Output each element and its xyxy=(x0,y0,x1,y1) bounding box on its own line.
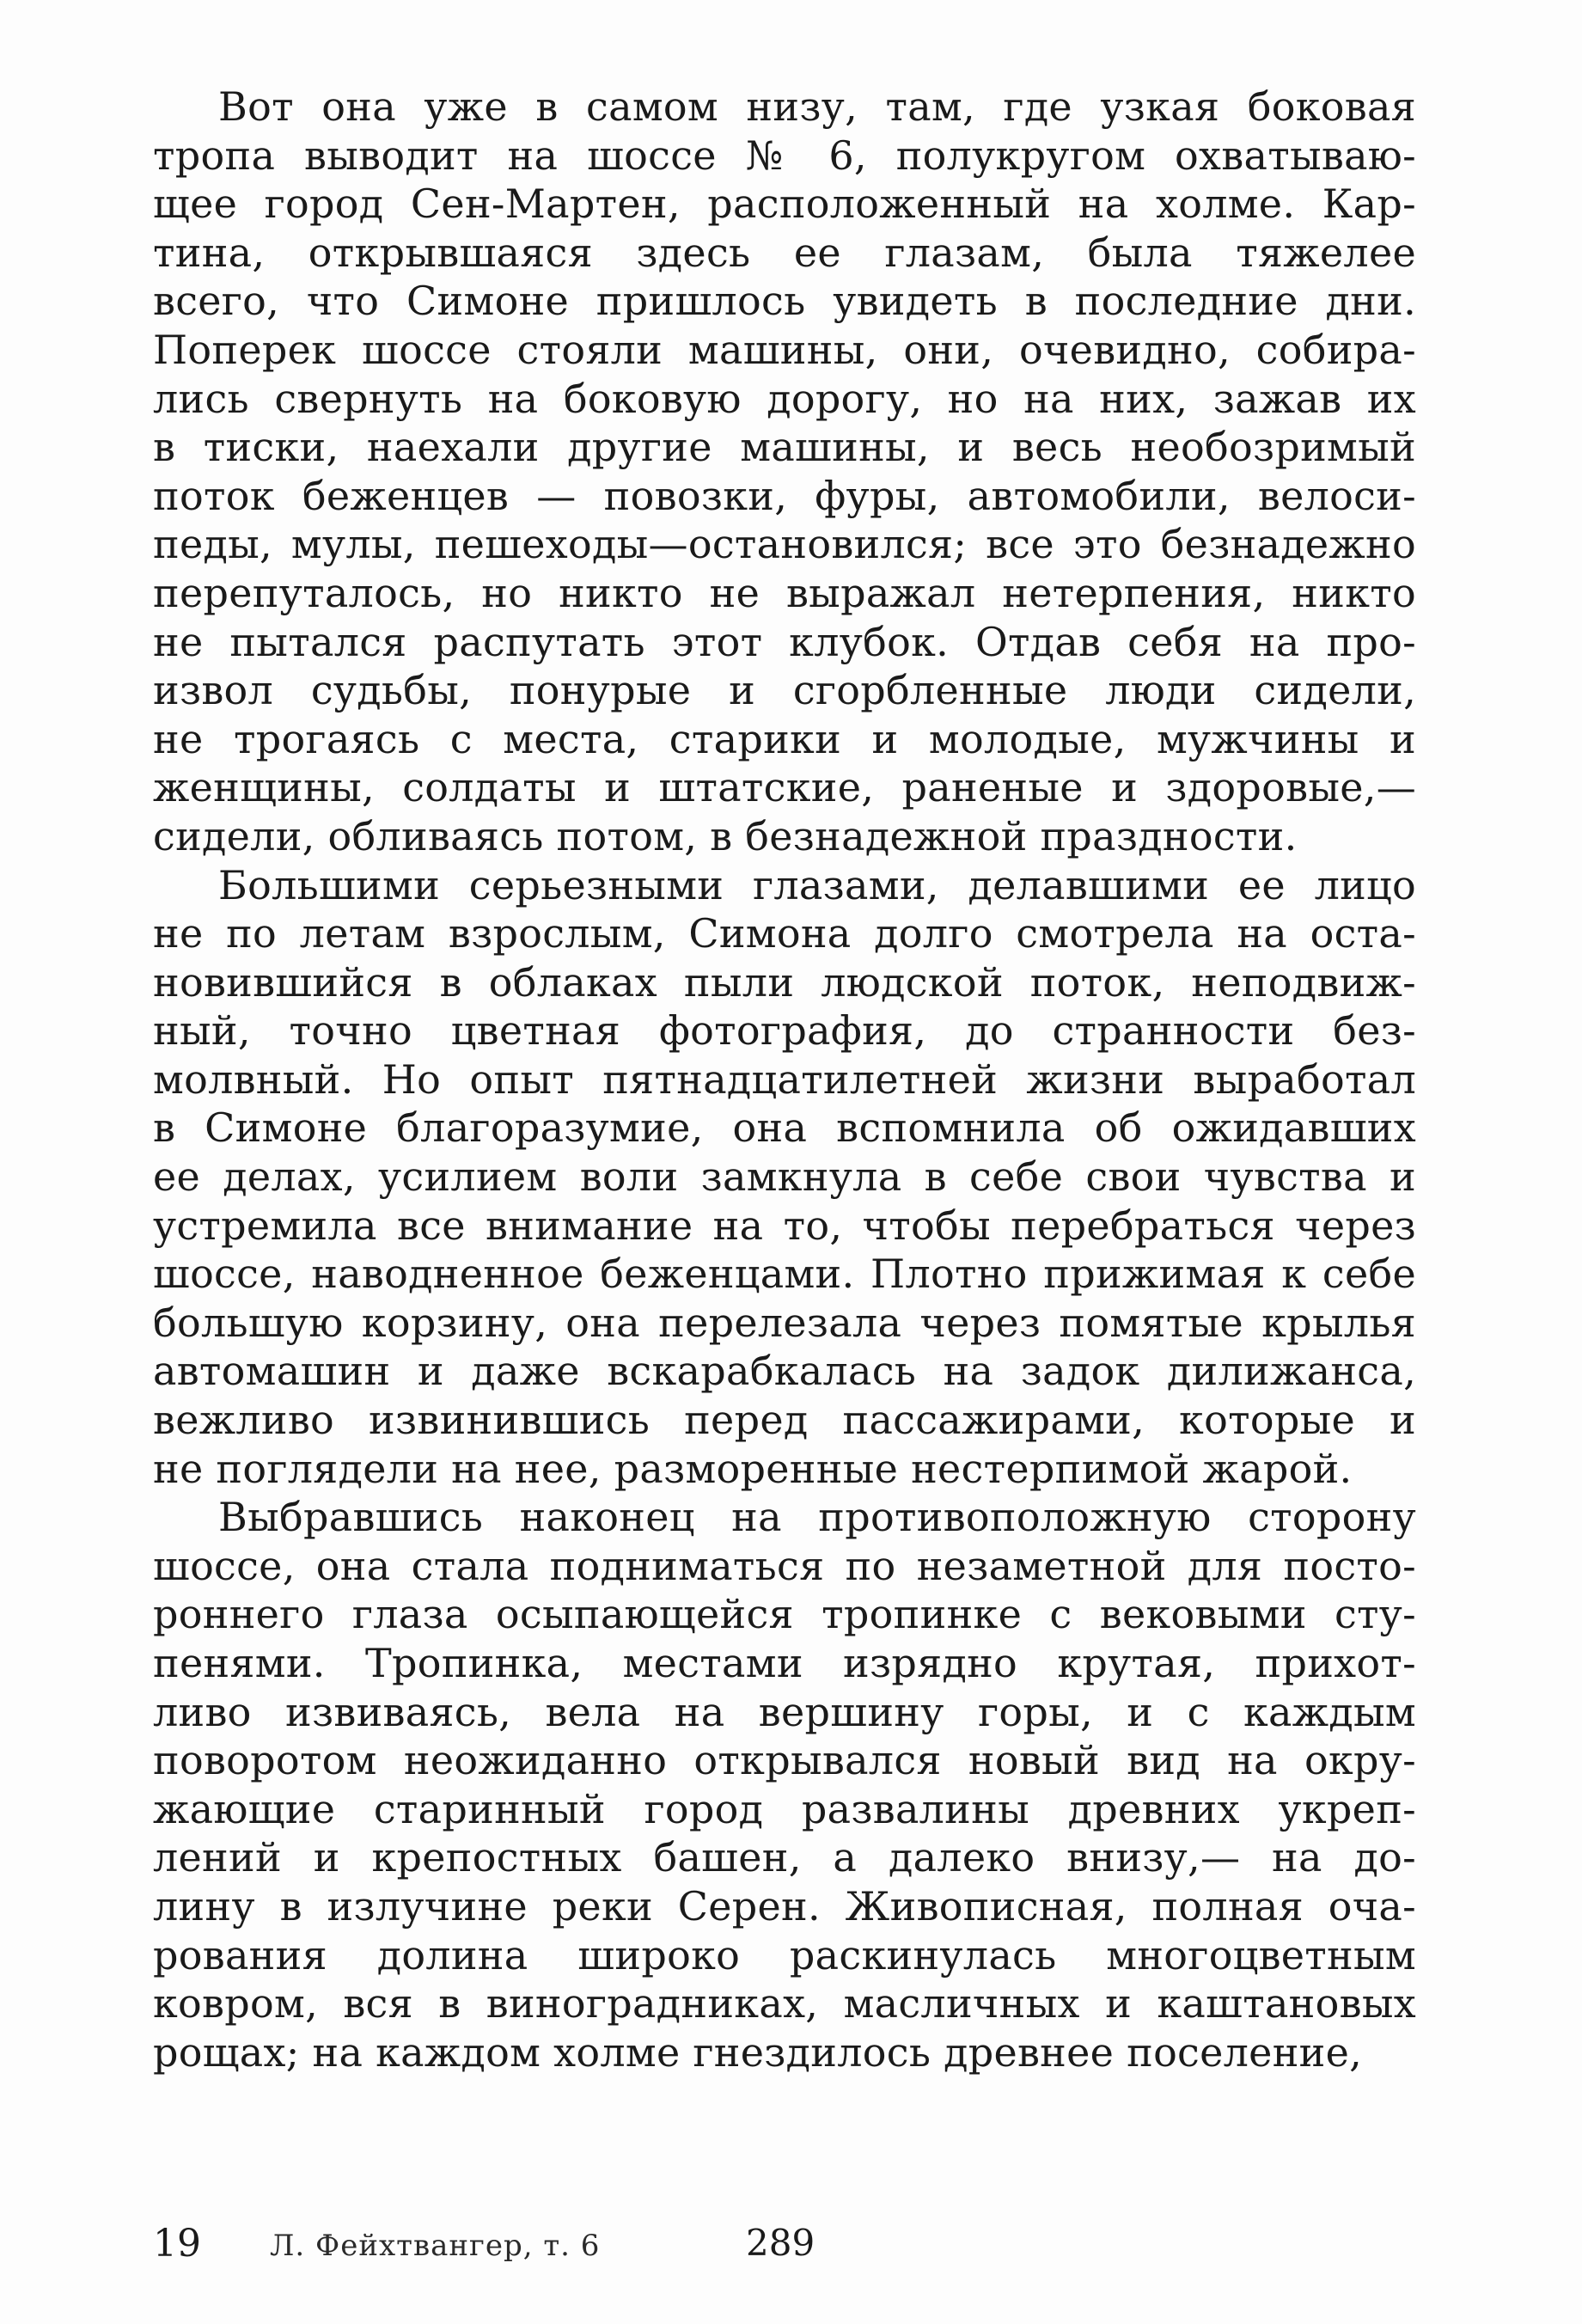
text-line: сидели, обливаясь потом, в безнадежной праздности. xyxy=(153,812,1298,859)
text-line: педы, мулы, пешеходы—остановился; все это безнадежно xyxy=(153,521,1416,568)
text-line: автомашин и даже вскарабкалась на задок дилижанса, xyxy=(153,1348,1416,1395)
text-line: шоссе, она стала подниматься по незаметной для посто- xyxy=(153,1542,1416,1589)
text-line: не по летам взрослым, Симона долго смотрела на оста- xyxy=(153,910,1416,957)
text-line: роннего глаза осыпающейся тропинке с вековыми сту- xyxy=(153,1591,1416,1638)
text-line: жающие старинный город развалины древних укреп- xyxy=(153,1785,1416,1832)
text-line: рования долина широко раскинулась многоцветным xyxy=(153,1931,1416,1978)
text-line: ливо извиваясь, вела на вершину горы, и с каждым xyxy=(153,1688,1416,1735)
text-line: тропа выводит на шоссе № 6, полукругом охватываю- xyxy=(153,131,1416,179)
text-line: ковром, вся в виноградниках, масличных и каштановых xyxy=(153,1980,1416,2027)
text-line: Поперек шоссе стояли машины, они, очевидно, собира- xyxy=(153,326,1416,373)
text-line: перепуталось, но никто не выражал нетерпения, никто xyxy=(153,569,1416,616)
text-line: молвный. Но опыт пятнадцатилетней жизни выработал xyxy=(153,1055,1416,1103)
text-line: устремила все внимание на то, чтобы перебраться через xyxy=(153,1202,1416,1249)
signature-number: 19 xyxy=(153,2222,201,2266)
body-text xyxy=(153,83,1416,2076)
text-line: ее делах, усилием воли замкнула в себе свои чувства и xyxy=(153,1153,1416,1201)
text-line: большую корзину, она перелезала через помятые крылья xyxy=(153,1299,1416,1346)
text-line: рощах; на каждом холме гнездилось древнее поселение, xyxy=(153,2028,1363,2076)
text-line: Вот она уже в самом низу, там, где узкая боковая xyxy=(218,83,1416,130)
paragraph-3 xyxy=(153,1493,1416,2076)
text-line: не поглядели на нее, разморенные нестерпимой жарой. xyxy=(153,1445,1353,1492)
text-line: в Симоне благоразумие, она вспомнила об ожидавших xyxy=(153,1104,1416,1152)
text-line: лись свернуть на боковую дорогу, но на них, зажав их xyxy=(153,375,1416,422)
paragraph-1 xyxy=(153,83,1416,861)
text-line: Большими серьезными глазами, делавшими ее лицо xyxy=(218,861,1416,908)
text-line: в тиски, наехали другие машины, и весь необозримый xyxy=(153,424,1416,471)
text-line: поворотом неожиданно открывался новый вид на окру- xyxy=(153,1737,1416,1784)
text-line: щее город Сен-Мартен, расположенный на холме. Кар- xyxy=(153,180,1416,228)
text-line: ный, точно цветная фотография, до странности без- xyxy=(153,1007,1416,1055)
text-line: не пытался распутать этот клубок. Отдав себя на про- xyxy=(153,618,1416,665)
text-line: новившийся в облаках пыли людской поток, неподвиж- xyxy=(153,958,1416,1006)
page-footer xyxy=(153,2222,1416,2273)
text-line: шоссе, наводненное беженцами. Плотно прижимая к себе xyxy=(153,1251,1416,1298)
paragraph-2 xyxy=(153,861,1416,1494)
text-line: всего, что Симоне пришлось увидеть в последние дни. xyxy=(153,278,1416,325)
text-line: лину в излучине реки Серен. Живописная, полная оча- xyxy=(153,1882,1416,1930)
text-line: тина, открывшаяся здесь ее глазам, была тяжелее xyxy=(153,229,1416,276)
text-line: пенями. Тропинка, местами изрядно крутая, прихот- xyxy=(153,1640,1416,1686)
page-number: 289 xyxy=(746,2222,815,2264)
text-line: извол судьбы, понурые и сгорбленные люди сидели, xyxy=(153,667,1416,714)
text-line: Выбравшись наконец на противоположную сторону xyxy=(218,1494,1416,1541)
text-line: вежливо извинившись перед пассажирами, которые и xyxy=(153,1397,1416,1444)
text-line: женщины, солдаты и штатские, раненые и здоровые,— xyxy=(153,764,1416,811)
text-line: поток беженцев — повозки, фуры, автомобили, велоси- xyxy=(153,472,1416,519)
text-line: лений и крепостных башен, а далеко внизу,— на до- xyxy=(153,1834,1416,1881)
text-line: не трогаясь с места, старики и молодые, мужчины и xyxy=(153,715,1416,762)
signature-title: Л. Фейхтвангер, т. 6 xyxy=(270,2229,601,2263)
